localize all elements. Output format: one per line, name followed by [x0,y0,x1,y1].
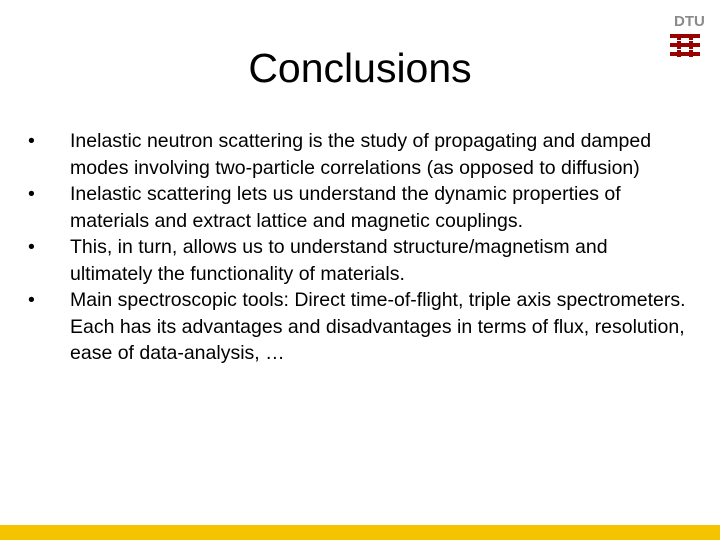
bullet-text: Main spectroscopic tools: Direct time-of-flight, triple axis spectrometers. Each has its advantages and disadvantages in terms of flux, resolution, ease of data-analysis, … [70,289,686,364]
bullet-marker: • [28,236,35,258]
bullet-item [28,181,688,234]
bullet-marker: • [28,130,35,152]
bullet-item [28,287,688,367]
bullet-list [28,128,688,367]
bullet-item [28,234,688,287]
slide-title: Conclusions [248,45,472,91]
bullet-text: This, in turn, allows us to understand structure/magnetism and ultimately the functionality of materials. [70,236,608,285]
bullet-text: Inelastic neutron scattering is the study of propagating and damped modes involving two-particle correlations (as opposed to diffusion) [70,130,652,179]
accent-bar [0,525,720,540]
logo-text: DTU [674,13,705,30]
bullet-marker: • [28,289,35,311]
bullet-item [28,128,688,181]
bullet-marker: • [28,183,35,205]
bullet-text: Inelastic scattering lets us understand the dynamic properties of materials and extract lattice and magnetic couplings. [70,183,621,232]
